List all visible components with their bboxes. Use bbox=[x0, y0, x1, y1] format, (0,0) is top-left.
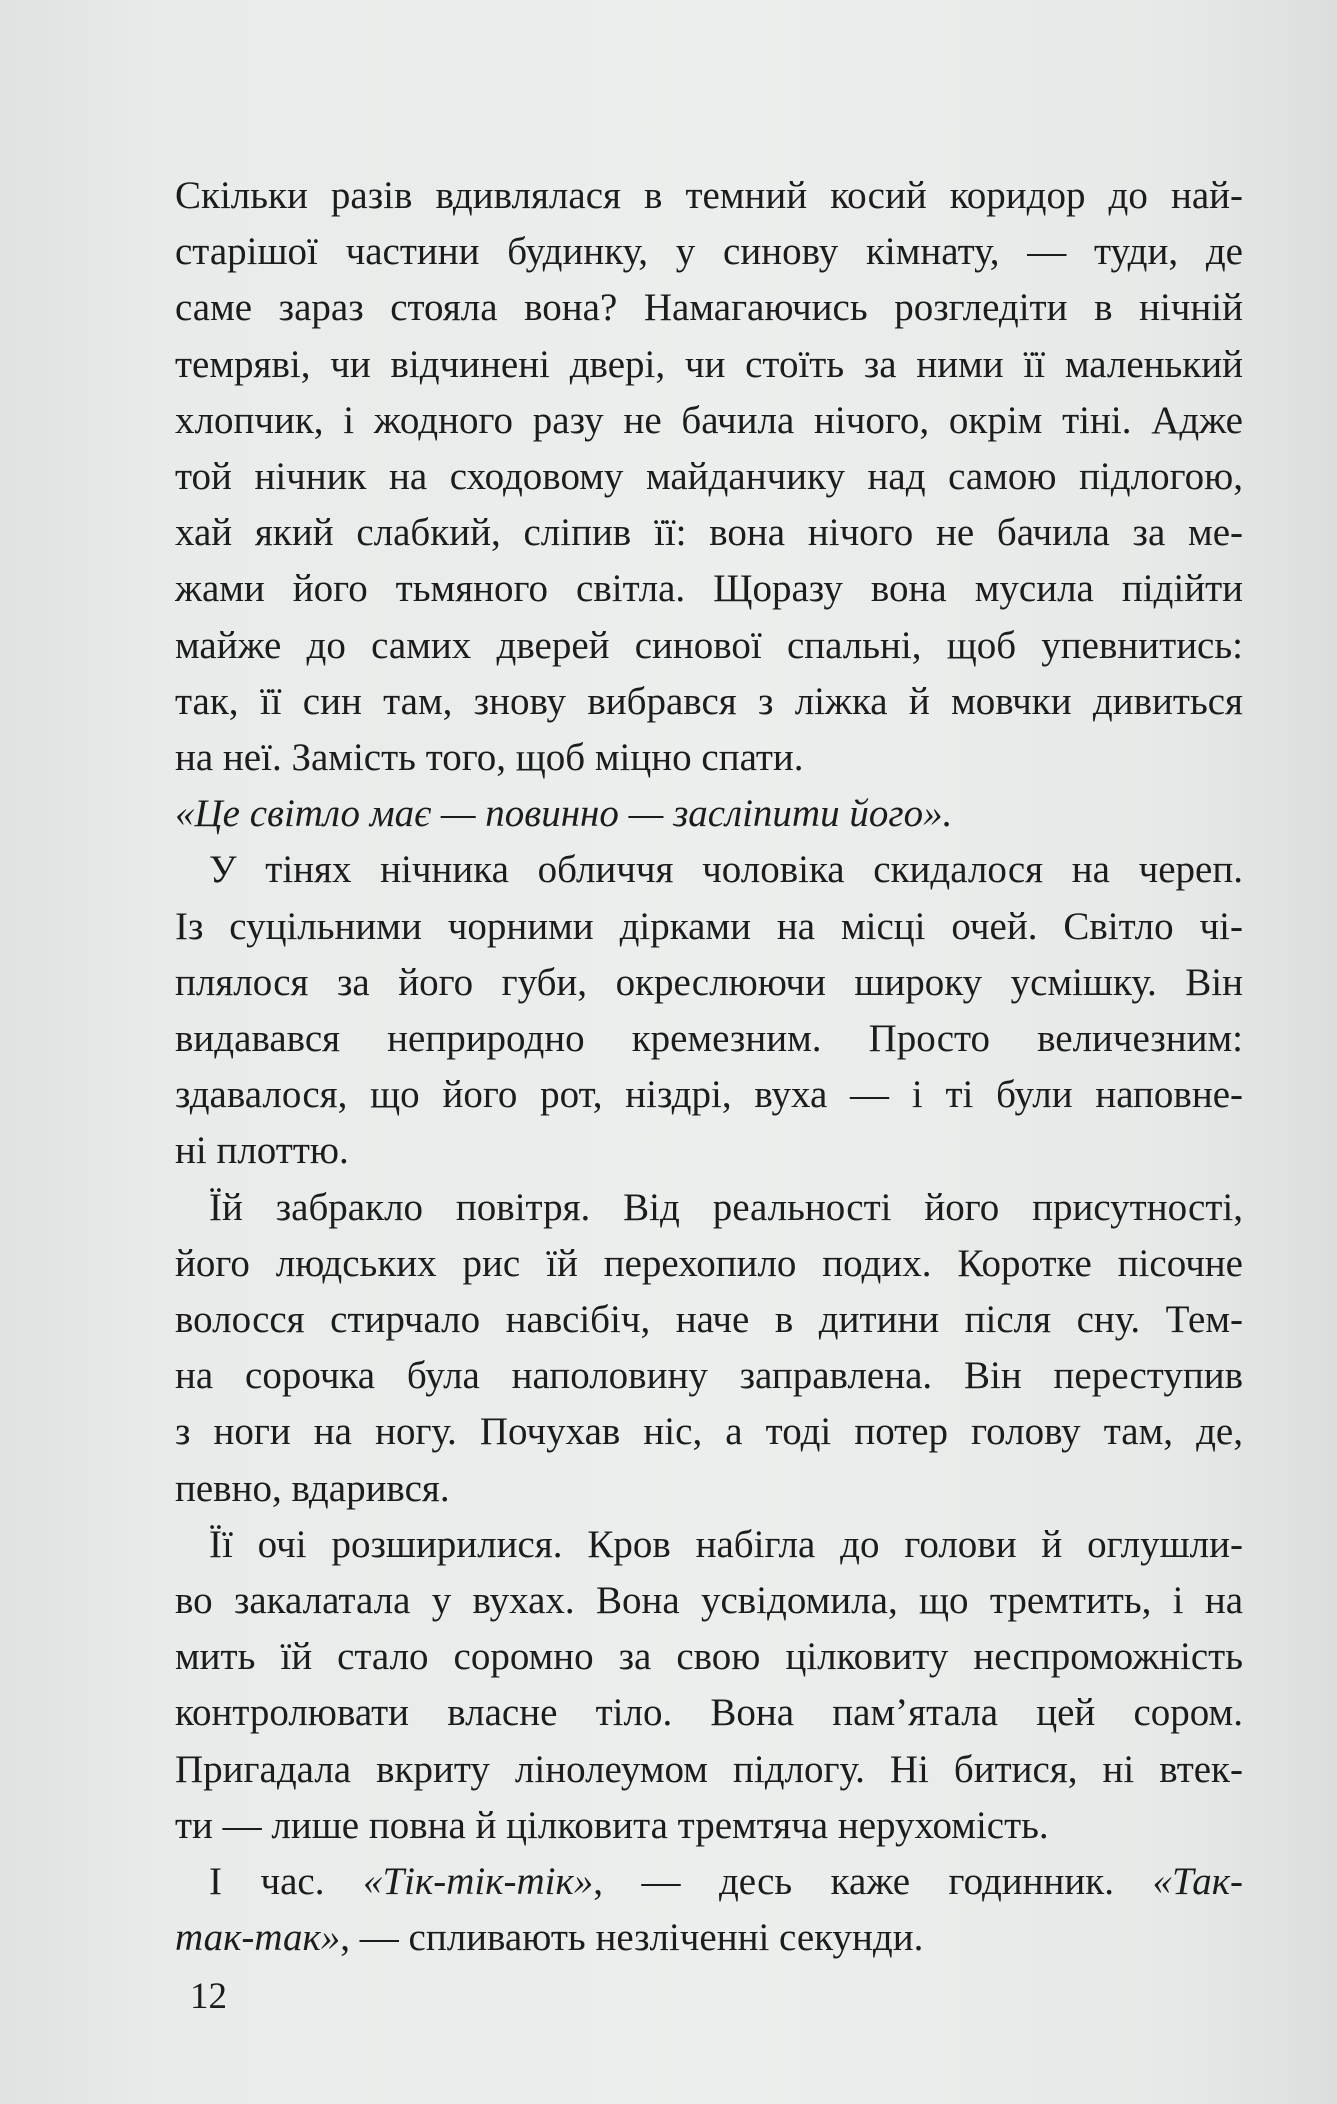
paragraph-first-line: Їй забракло повітря. Від реальності його присутності, bbox=[209, 1185, 1243, 1229]
paragraph-first-line: Її очі розширилися. Кров набігла до голови й оглушли- bbox=[209, 1522, 1243, 1566]
text-line: темряві, чи відчинені двері, чи стоїть за ними її маленький bbox=[175, 342, 1243, 386]
text-segment: , — десь каже годинник. bbox=[593, 1860, 1153, 1904]
text-line: з ноги на ногу. Почухав ніс, а тоді потер голову там, де, bbox=[175, 1410, 1243, 1454]
text-line: на неї. Замість того, щоб міцно спати. bbox=[175, 736, 804, 780]
text-segment: І час. bbox=[209, 1860, 363, 1904]
page-number: 12 bbox=[190, 1976, 227, 2017]
paragraph-first-line: У тінях нічника обличчя чоловіка скидалося на череп. bbox=[209, 848, 1243, 892]
text-line: хай який слабкий, сліпив її: вона нічого не бачила за ме- bbox=[175, 511, 1243, 555]
text-line: контролювати власне тіло. Вона пам’ятала цей сором. bbox=[175, 1691, 1243, 1735]
text-line: Пригадала вкриту лінолеумом підлогу. Ні битися, ні втек- bbox=[175, 1747, 1243, 1791]
italic-quote-line: «Це світло має — повинно — засліпити його». bbox=[175, 792, 953, 836]
text-line: во закалатала у вухах. Вона усвідомила, що тремтить, і на bbox=[175, 1579, 1243, 1623]
text-line: той нічник на сходовому майданчику над самою підлогою, bbox=[175, 455, 1243, 499]
text-line: здавалося, що його рот, ніздрі, вуха — і ті були наповне- bbox=[175, 1073, 1243, 1117]
italic-segment: «Так- bbox=[1152, 1860, 1243, 1904]
text-line: Із суцільними чорними дірками на місці очей. Світло чі- bbox=[175, 904, 1243, 948]
italic-segment: так-так» bbox=[175, 1916, 341, 1960]
book-page-text bbox=[175, 168, 1243, 1967]
text-line: хлопчик, і жодного разу не бачила нічого, окрім тіні. Адже bbox=[175, 398, 1243, 442]
italic-segment: «Тік-тік-тік» bbox=[362, 1860, 594, 1904]
text-line: певно, вдарився. bbox=[175, 1466, 450, 1510]
text-line: так, її син там, знову вибрався з ліжка й мовчки дивиться bbox=[175, 679, 1243, 723]
text-line: видавався неприродно кремезним. Просто величезним: bbox=[175, 1017, 1243, 1061]
text-line: майже до самих дверей синової спальні, щоб упевнитись: bbox=[175, 623, 1243, 667]
text-line: на сорочка була наполовину заправлена. Він переступив bbox=[175, 1354, 1243, 1398]
text-line: саме зараз стояла вона? Намагаючись розгледіти в нічній bbox=[175, 286, 1243, 330]
text-line: старішої частини будинку, у синову кімнату, — туди, де bbox=[175, 230, 1243, 274]
text-line: ти — лише повна й цілковита тремтяча нерухомість. bbox=[175, 1803, 1049, 1847]
text-line bbox=[175, 1910, 1243, 1966]
text-segment: , — спливають незліченні секунди. bbox=[340, 1916, 924, 1960]
text-line: волосся стирчало навсібіч, наче в дитини після сну. Тем- bbox=[175, 1298, 1243, 1342]
text-line: його людських рис їй перехопило подих. Коротке пісочне bbox=[175, 1241, 1243, 1285]
text-line: плялося за його губи, окреслюючи широку усмішку. Він bbox=[175, 960, 1243, 1004]
text-line: жами його тьмяного світла. Щоразу вона мусила підійти bbox=[175, 567, 1243, 611]
paragraph-first-line bbox=[175, 1854, 1243, 1910]
text-line: Скільки разів вдивлялася в темний косий коридор до най- bbox=[175, 174, 1243, 217]
text-line: ні плоттю. bbox=[175, 1129, 349, 1173]
text-line: мить їй стало соромно за свою цілковиту неспроможність bbox=[175, 1635, 1243, 1679]
